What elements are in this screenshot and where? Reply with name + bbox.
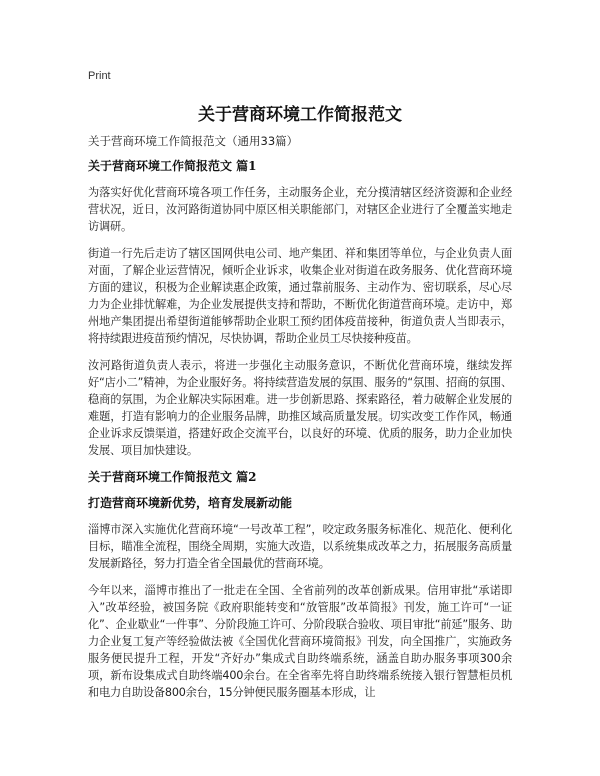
document-body xyxy=(88,133,512,711)
section-2-paragraph-1: 淄博市深入实施优化营商环境“一号改革工程”，咬定政务服务标准化、规范化、便利化目标，瞄准全流程，围绕全周期，实施大改造，以系统集成改革之力，拓展服务高质量发展新路径，努力打造全省全国最优的营商环境。 xyxy=(88,523,512,570)
section-1-paragraph-3: 汝河路街道负责人表示，将进一步强化主动服务意识，不断优化营商环境，继续发挥好“店小二”精神，为企业服好务。将持续营造发展的氛围、服务的“氛围、招商的氛围、稳商的氛围，为企业解决实际困难。进一步创新思路、探索路径，着力破解企业发展的难题，打造有影响力的企业服务品牌，助推区域高质量发展。切实改变工作作风，畅通企业诉求反馈渠道，搭建好政企交流平台，以良好的环境、优质的服务，助力企业加快发展、项目加快建设。 xyxy=(88,359,512,457)
section-1-paragraph-2: 街道一行先后走访了辖区国网供电公司、地产集团、祥和集团等单位，与企业负责人面对面，了解企业运营情况，倾听企业诉求，收集企业对街道在政务服务、优化营商环境方面的建议，积极为企业解读惠企政策，通过靠前服务、主动作为、密切联系，尽心尽力为企业排忧解难，为企业发展提供支持和帮助，不断优化街道营商环境。走访中，郑州地产集团提出希望街道能够帮助企业职工预约团体疫苗接种，街道负责人当即表示，将持续跟进疫苗预约情况，尽快协调，帮助企业员工尽快接种疫苗。 xyxy=(88,247,512,345)
document-subtitle: 关于营商环境工作简报范文（通用33篇） xyxy=(88,134,299,148)
section-1-heading: 关于营商环境工作简报范文 篇1 xyxy=(88,159,257,173)
page-title: 关于营商环境工作简报范文 xyxy=(198,105,402,125)
section-2-paragraph-2: 今年以来，淄博市推出了一批走在全国、全省前列的改革创新成果。信用审批“承诺即入”改革经验，被国务院《政府职能转变和“放管服”改革简报》刊发，施工许可“一证化”、企业歇业“一件事”、分阶段施工许可、分阶段联合验收、项目审批“前延”服务、助力企业复工复产等经验做法被《全国优化营商环境简报》刊发，向全国推广，实施政务服务便民提升工程，开发“齐好办”集成式自助终端系统，涵盖自助办服务事项300余项，新布设集成式自助终端400余台。在全省率先将自助终端系统接入银行智慧柜员机和电力自助设备800余台，15分钟便民服务圈基本形成，让 xyxy=(88,584,512,699)
print-link[interactable]: Print xyxy=(88,70,111,82)
section-2-subheading: 打造营商环境新优势，培育发展新动能 xyxy=(88,496,293,510)
section-2-heading: 关于营商环境工作简报范文 篇2 xyxy=(88,470,257,484)
section-1-paragraph-1: 为落实好优化营商环境各项工作任务，主动服务企业，充分摸清辖区经济资源和企业经营状况，近日，汝河路街道协同中原区相关职能部门，对辖区企业进行了全覆盖实地走访调研。 xyxy=(88,186,512,233)
